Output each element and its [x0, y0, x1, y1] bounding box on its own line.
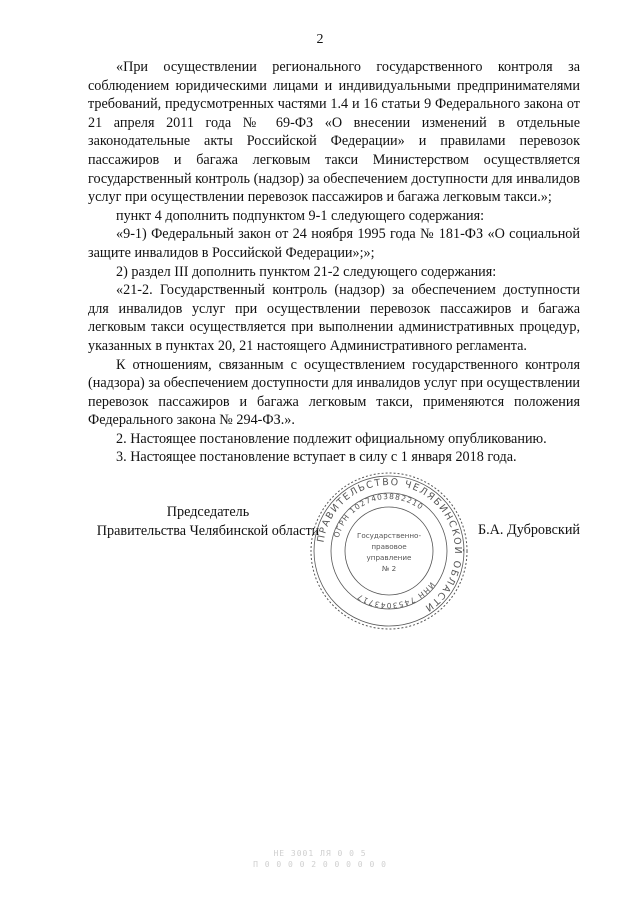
- seal-inner-line: правовое: [371, 542, 407, 551]
- seal-inner-line: Государственно-: [356, 531, 422, 540]
- registration-mark-line: П 0 0 0 0 2 0 0 0 0 0 0: [253, 860, 387, 869]
- page-number: 2: [316, 32, 324, 47]
- paragraph: 2. Настоящее постановление подлежит официальному опубликованию.: [116, 430, 547, 447]
- signatory-title-line: Председатель: [166, 504, 250, 520]
- paragraph: К отношениям, связанным с осуществлением государственного контроля (надзора) за обеспечением доступности для инвалидов услуг при осуществлении перевозок пассажиров и багажа легковым такси, применяются положения Федерального закона № 294-ФЗ.».: [88, 356, 580, 429]
- signatory-title-line: Правительства Челябинской области: [96, 522, 320, 539]
- registration-mark-line: НЕ 3001 ЛЯ 0 0 5: [273, 849, 367, 858]
- seal-ogrn: ОГРН 1027403882210: [331, 491, 426, 539]
- paragraph: 3. Настоящее постановление вступает в силу с 1 января 2018 года.: [116, 449, 517, 466]
- document-body: [88, 58, 580, 467]
- paragraph: пункт 4 дополнить подпунктом 9-1 следующего содержания:: [116, 207, 485, 224]
- paragraph: «При осуществлении регионального государственного контроля за соблюдением юридическими лицами и индивидуальными предпринимателями требований, предусмотренных частями 1.4 и 16 статьи 9 Федерального закона от 21 апреля 2011 года № 69-ФЗ «О внесении изменений в отдельные законодательные акты Российской Федерации» и правилами перевозок пассажиров и багажа легковым такси Министерством осуществляется государственный контроль (надзор) за обеспечением доступности для инвалидов услуг при осуществлении перевозок пассажиров и багажа легковым такси.»;: [88, 59, 580, 206]
- seal-graphic: [308, 470, 470, 632]
- seal-inner-line: управление: [366, 553, 412, 562]
- paragraph: 2) раздел III дополнить пунктом 21-2 следующего содержания:: [116, 263, 497, 280]
- signatory-name: Б.А. Дубровский: [477, 522, 580, 538]
- seal-inner-line: № 2: [381, 564, 397, 573]
- seal-inn: ИНН 7453043717: [355, 580, 437, 611]
- signatory-title: [88, 503, 328, 540]
- seal-outer-text: ПРАВИТЕЛЬСТВО ЧЕЛЯБИНСКОЙ ОБЛАСТИ: [315, 476, 464, 614]
- faint-registration-marks: [0, 848, 640, 870]
- official-seal: [308, 470, 470, 632]
- paragraph: «21-2. Государственный контроль (надзор) за обеспечением доступности для инвалидов услуг при осуществлении перевозок пассажиров и багажа легковым такси осуществляется при выполнении административных процедур, указанных в пунктах 20, 21 настоящего Административного регламента.: [88, 282, 580, 354]
- paragraph: «9-1) Федеральный закон от 24 ноября 1995 года № 181-ФЗ «О социальной защите инвалидов в Российской Федерации»;»;: [88, 226, 580, 261]
